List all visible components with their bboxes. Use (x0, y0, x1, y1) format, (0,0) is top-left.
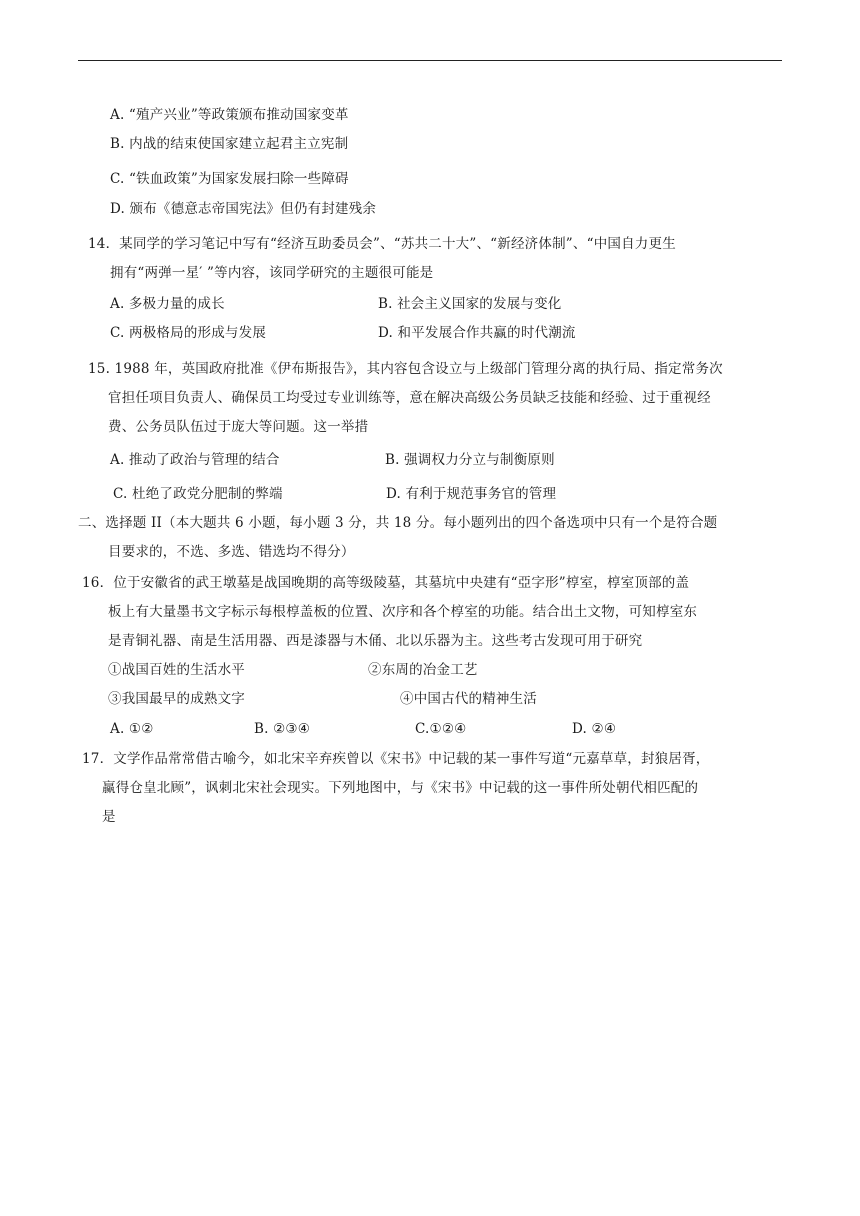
q14-option-c[interactable]: C. 两极格局的形成与发展 (110, 325, 267, 341)
q16-item-1: ①战国百姓的生活水平 (108, 662, 245, 678)
q16-stem-line2: 板上有大量墨书文字标示每根椁盖板的位置、次序和各个椁室的功能。结合出土文物，可知椁室东 (108, 604, 698, 620)
section2-heading-line2: 目要求的，不选、多选、错选均不得分） (108, 544, 355, 560)
q13-option-d[interactable]: D. 颁布《德意志帝国宪法》但仍有封建残余 (110, 201, 377, 217)
q16-stem-line1: 16．位于安徽省的武王墩墓是战国晚期的高等级陵墓，其墓坑中央建有“亞字形”椁室，椁室顶部的盖 (82, 575, 690, 591)
q15-stem-line3: 费、公务员队伍过于庞大等问题。这一举措 (108, 419, 369, 435)
q15-stem-line1: 15. 1988 年，英国政府批准《伊布斯报告》，其内容包含设立与上级部门管理分离的执行局、指定常务次 (88, 361, 723, 377)
q16-item-4: ④中国古代的精神生活 (400, 691, 537, 707)
q15-option-d[interactable]: D. 有利于规范事务官的管理 (386, 486, 557, 502)
q14-option-d[interactable]: D. 和平发展合作共赢的时代潮流 (378, 325, 576, 341)
q13-option-a[interactable]: A. “殖产兴业”等政策颁布推动国家变革 (110, 107, 349, 123)
q15-stem-line2: 官担任项目负责人、确保员工均受过专业训练等，意在解决高级公务员缺乏技能和经验、过于重视经 (108, 390, 711, 406)
q15-option-a[interactable]: A. 推动了政治与管理的结合 (110, 452, 280, 468)
q15-option-c[interactable]: C. 杜绝了政党分肥制的弊端 (113, 486, 283, 502)
q16-option-a[interactable]: A. ①② (110, 721, 154, 737)
q13-option-b[interactable]: B. 内战的结束使国家建立起君主立宪制 (110, 136, 349, 152)
header-rule (78, 60, 782, 61)
q17-stem-line2: 赢得仓皇北顾”，讽刺北宋社会现实。下列地图中，与《宋书》中记载的这一事件所处朝代相匹配的 (102, 780, 699, 796)
q17-stem-line1: 17．文学作品常常借古喻今，如北宋辛弃疾曾以《宋书》中记载的某一事件写道“元嘉草草，封狼居胥， (82, 751, 710, 767)
q15-option-b[interactable]: B. 强调权力分立与制衡原则 (385, 452, 555, 468)
q14-stem-line2: 拥有“两弹一星′ ”等内容，该同学研究的主题很可能是 (110, 265, 434, 281)
q14-stem-line1: 14．某同学的学习笔记中写有“经济互助委员会”、“苏共二十大”、“新经济体制”、“中国自力更生 (88, 236, 676, 252)
section2-heading-line1: 二、选择题 II（本大题共 6 小题，每小题 3 分，共 18 分。每小题列出的四个备选项中只有一个是符合题 (78, 515, 718, 531)
q13-option-c[interactable]: C. “铁血政策”为国家发展扫除一些障碍 (110, 171, 349, 187)
q14-option-a[interactable]: A. 多极力量的成长 (110, 296, 225, 312)
q16-item-3: ③我国最早的成熟文字 (108, 691, 245, 707)
q16-option-b[interactable]: B. ②③④ (254, 721, 311, 737)
q14-option-b[interactable]: B. 社会主义国家的发展与变化 (378, 296, 562, 312)
q16-option-c[interactable]: C.①②④ (415, 721, 467, 737)
q16-item-2: ②东周的冶金工艺 (368, 662, 478, 678)
q17-stem-line3: 是 (102, 809, 116, 825)
q16-stem-line3: 是青铜礼器、南是生活用器、西是漆器与木俑、北以乐器为主。这些考古发现可用于研究 (108, 633, 643, 649)
q16-option-d[interactable]: D. ②④ (572, 721, 617, 737)
